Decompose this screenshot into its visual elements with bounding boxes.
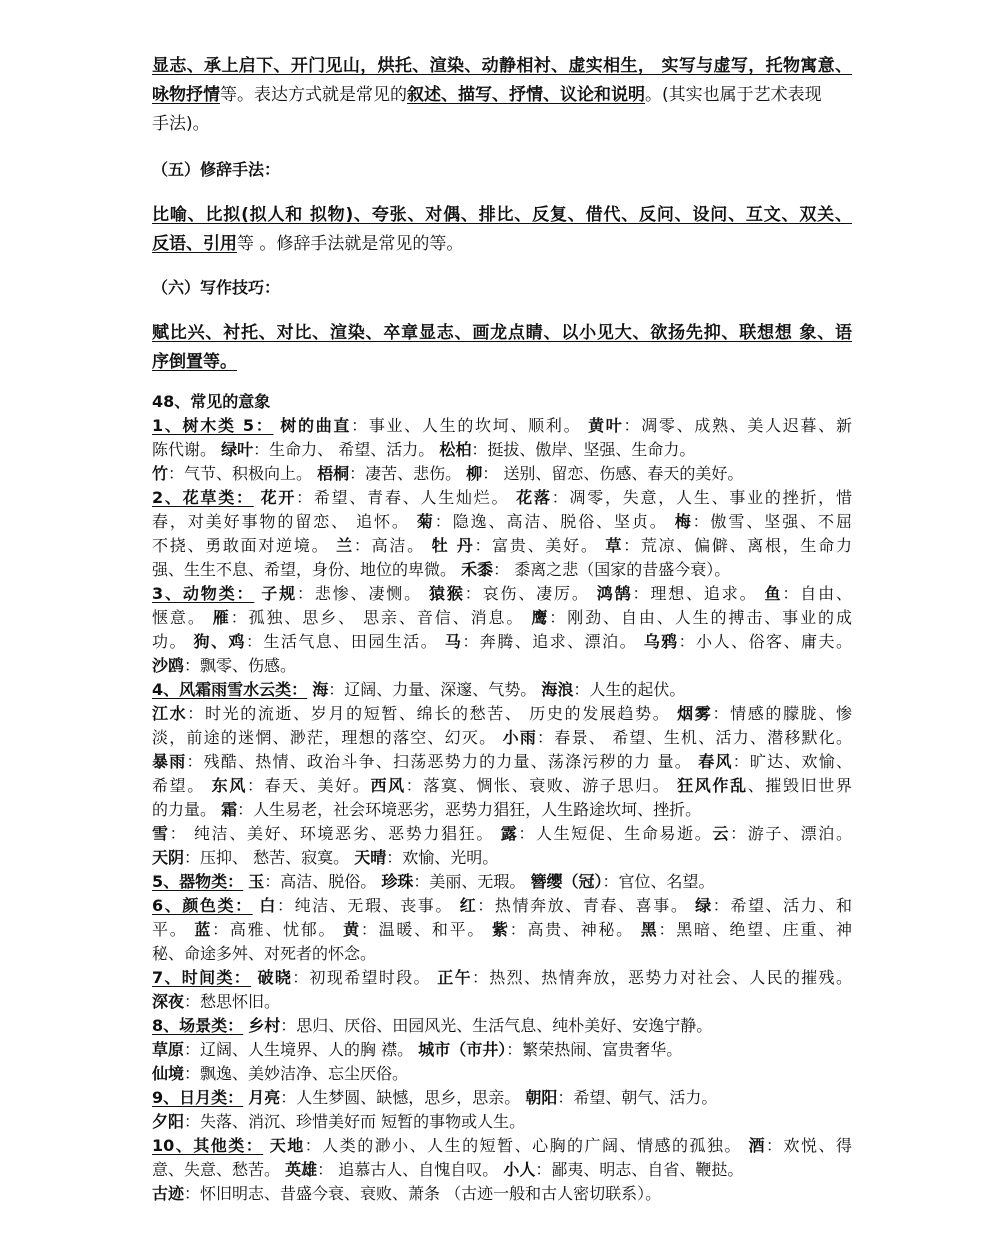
term: 烟雾 xyxy=(677,704,713,723)
others-line-1 xyxy=(152,1134,852,1158)
meaning: ：美丽、无瑕。 xyxy=(413,872,526,891)
term: 牡 丹 xyxy=(431,536,475,555)
weather-line-5 xyxy=(152,774,852,798)
term: 乡村 xyxy=(248,1016,281,1035)
term: 花落 xyxy=(516,488,552,507)
term: 鱼 xyxy=(764,584,783,603)
meaning: ：残酷、热情、政治斗争、扫荡恶势力的力量、荡涤污秽的力 量。 xyxy=(186,752,692,771)
section-heading-rhetoric: （五）修辞手法： xyxy=(152,160,281,179)
weather-line-3 xyxy=(152,726,852,750)
meaning: ：欢愉、光明。 xyxy=(386,848,499,867)
techniques-note: 。(其实也属于艺术表现 xyxy=(645,85,822,105)
term: 沙鸥 xyxy=(152,656,185,675)
term: 蓝 xyxy=(194,920,213,939)
meaning: ：游子、漂泊。 xyxy=(730,824,852,843)
meaning: ：凋零，失意，人生、事业的挫折，惜 xyxy=(551,488,852,507)
rhetoric-line-1: 比喻、比拟(拟人和 拟物)、夸张、对偶、排比、反复、借代、反问、设问、互文、双关、 xyxy=(152,205,852,225)
time-line-2 xyxy=(152,990,852,1014)
term: 天阴 xyxy=(152,848,185,867)
animals-line-1 xyxy=(152,582,852,606)
term: 松柏 xyxy=(439,440,472,459)
term: 兰 xyxy=(336,536,354,555)
category-flowers: 2、花草类： xyxy=(152,488,254,507)
trees-line-2 xyxy=(152,438,852,462)
category-others: 10、其他类： xyxy=(152,1136,264,1155)
term: 雁 xyxy=(212,608,231,627)
meaning: 淡，前途的迷惘、渺茫，理想的落空、幻灭。 xyxy=(152,728,497,747)
term: 马 xyxy=(444,632,463,651)
meaning: 惬意。 xyxy=(152,608,206,627)
term: 梅 xyxy=(674,512,693,531)
meaning: ：压抑、 愁苦、寂寞。 xyxy=(184,848,350,867)
animals-line-4 xyxy=(152,654,852,678)
term: 花开 xyxy=(260,488,297,507)
animals-line-2 xyxy=(152,606,852,630)
term: 狂风作乱 xyxy=(677,776,748,795)
time-line-1 xyxy=(152,966,852,990)
colors-line-2 xyxy=(152,918,852,942)
term: 酒 xyxy=(748,1136,766,1155)
meaning: ：挺拔、傲岸、坚强、生命力。 xyxy=(471,440,696,459)
techniques-line-1: 显志、承上启下、开门见山，烘托、渲染、动静相衬、虚实相生， 实写与虚写，托物寓意、 xyxy=(152,56,852,76)
trees-line-3 xyxy=(152,462,852,486)
term: 海浪 xyxy=(541,680,574,699)
meaning: ：凋零、成熟、美人迟暮、新 xyxy=(623,416,852,435)
techniques-line-3: 手法)。 xyxy=(152,114,210,134)
meaning: ：时光的流逝、岁月的短暂、绵长的愁苦、 历史的发展趋势。 xyxy=(187,704,671,723)
category-objects: 5、器物类： xyxy=(152,872,244,891)
meaning: ：飘逸、美妙洁净、忘尘厌俗。 xyxy=(184,1064,409,1083)
term: 雪 xyxy=(152,824,170,843)
term: 绿叶 xyxy=(221,440,254,459)
sunmoon-line-2 xyxy=(152,1110,852,1134)
imagery-title: 48、常见的意象 xyxy=(152,392,271,411)
term: 小人 xyxy=(503,1160,536,1179)
meaning: ：自由、 xyxy=(782,584,852,603)
meaning: ：希望、活力、和 xyxy=(712,896,852,915)
weather-line-6 xyxy=(152,798,852,822)
meaning: ：黑暗、绝望、庄重、神 xyxy=(658,920,852,939)
meaning: ：热烈、热情奔放，恶势力对社会、人民的摧残。 xyxy=(471,968,852,987)
term: 柳 xyxy=(466,464,483,483)
meaning: ：情感的朦胧、惨 xyxy=(712,704,852,723)
meaning: 意、失意、愁苦。 xyxy=(152,1160,281,1179)
writing-line-1: 赋比兴、衬托、对比、渲染、卒章显志、画龙点睛、以小见大、欲扬先抑、联想想 象、语 xyxy=(152,323,852,343)
term: 乌鸦 xyxy=(643,632,679,651)
scenes-line-2 xyxy=(152,1038,852,1062)
category-animals: 3、动物类： xyxy=(152,584,255,603)
category-time: 7、时间类： xyxy=(152,968,252,987)
rhetoric-line-2 xyxy=(152,230,852,258)
term: 露 xyxy=(500,824,519,843)
meaning: 的力量。 xyxy=(152,800,217,819)
meaning: ：生活气息、田园生活。 xyxy=(245,632,439,651)
meaning: ：理想、追求。 xyxy=(632,584,758,603)
meaning: 不挠、勇敢面对逆境。 xyxy=(152,536,330,555)
meaning: ：人生梦圆、缺憾，思乡，思亲。 xyxy=(280,1088,521,1107)
writing-line-2: 序倒置等。 xyxy=(152,352,237,372)
term: 猿猴 xyxy=(429,584,465,603)
meaning: ： 送别、留恋、伤感、春天的美好。 xyxy=(482,464,744,483)
meaning: 陈代谢。 xyxy=(152,440,217,459)
term: 红 xyxy=(459,896,478,915)
term: 玉 xyxy=(248,872,265,891)
meaning: ：飘零、伤感。 xyxy=(184,656,297,675)
techniques-line-2 xyxy=(152,81,852,109)
meaning: ：高雅、忧郁。 xyxy=(212,920,337,939)
meaning: ：纯洁、无瑕、丧事。 xyxy=(277,896,453,915)
meaning: ：愁思怀旧。 xyxy=(184,992,281,1011)
term: 绿 xyxy=(695,896,713,915)
meaning: ：春天、美好。 xyxy=(246,776,371,795)
term: 正午 xyxy=(437,968,472,987)
meaning: 平。 xyxy=(152,920,188,939)
meaning: ：孤独、思乡、 思亲、音信、消息。 xyxy=(230,608,525,627)
term: 月亮 xyxy=(248,1088,281,1107)
meaning: ：哀伤、凄厉。 xyxy=(464,584,590,603)
techniques-text: 等。表达方式就是常见的 xyxy=(220,85,407,105)
meaning: ：希望、朝气、活力。 xyxy=(557,1088,718,1107)
techniques-term: 咏物抒情 xyxy=(152,85,220,105)
meaning: ：怀旧明志、昔盛今衰、衰败、萧条 （古迹一般和古人密切联系）。 xyxy=(184,1184,662,1203)
trees-line-1 xyxy=(152,414,852,438)
colors-line-3: 秘、命途多舛、对死者的怀念。 xyxy=(152,944,377,963)
term: 竹 xyxy=(152,464,169,483)
meaning: ：辽阔、人生境界、人的胸 襟。 xyxy=(184,1040,414,1059)
meaning: 强、生生不息、希望，身份、地位的卑微。 xyxy=(152,560,457,579)
meaning: ：人生短促、生命易逝。 xyxy=(518,824,713,843)
meaning: ：小人、俗客、庸夫。 xyxy=(678,632,852,651)
meaning: ：辽阔、力量、深邃、气势。 xyxy=(328,680,537,699)
meaning: ：鄙夷、明志、自省、鞭挞。 xyxy=(535,1160,744,1179)
meaning: ： 纯洁、美好、环境恶劣、恶势力猖狂。 xyxy=(169,824,494,843)
weather-line-2 xyxy=(152,702,852,726)
term: 草 xyxy=(605,536,624,555)
meaning: ：高洁。 xyxy=(353,536,425,555)
meaning: ：荒凉、偏僻、离根，生命力 xyxy=(623,536,852,555)
flowers-line-2 xyxy=(152,510,852,534)
meaning: ：刚劲、自由、人生的搏击、事业的成 xyxy=(549,608,852,627)
term: 仙境 xyxy=(152,1064,185,1083)
term: 簪缨（冠） xyxy=(530,872,603,891)
meaning: ：希望、青春、人生灿烂。 xyxy=(296,488,510,507)
meaning: ：欢悦、得 xyxy=(766,1136,852,1155)
term: 破晓 xyxy=(257,968,293,987)
flowers-line-1 xyxy=(152,486,852,510)
term: 西风 xyxy=(370,776,406,795)
term: 珍珠 xyxy=(381,872,414,891)
meaning: ：繁荣热闹、富贵奢华。 xyxy=(506,1040,683,1059)
term: 深夜 xyxy=(152,992,185,1011)
meaning: ：气节、积极向上。 xyxy=(168,464,313,483)
term: 霜 xyxy=(221,800,238,819)
term: 云 xyxy=(712,824,731,843)
meaning: ：落寞、惆怅、衰败、游子思归。 xyxy=(405,776,671,795)
term: 春风 xyxy=(698,752,733,771)
meaning: ：凄苦、悲伤。 xyxy=(349,464,462,483)
term: 天晴 xyxy=(354,848,387,867)
weather-line-7 xyxy=(152,822,852,846)
others-line-3 xyxy=(152,1182,852,1206)
term: 英雄 xyxy=(285,1160,318,1179)
colors-line-1 xyxy=(152,894,852,918)
term: 暴雨 xyxy=(152,752,187,771)
meaning: 、摧毁旧世界 xyxy=(747,776,852,795)
term: 草原 xyxy=(152,1040,185,1059)
meaning: ： 黍离之悲（国家的昔盛今衰）。 xyxy=(493,560,731,579)
category-trees: 1、树木类 5： xyxy=(152,416,274,435)
term: 朝阳 xyxy=(525,1088,558,1107)
term: 紫 xyxy=(491,920,510,939)
term: 小雨 xyxy=(502,728,538,747)
category-colors: 6、颜色类： xyxy=(152,896,253,915)
category-sunmoon: 9、日月类： xyxy=(152,1088,244,1107)
meaning: ：高洁、脱俗。 xyxy=(264,872,377,891)
term: 鸿鹄 xyxy=(596,584,633,603)
meaning: ：思归、厌俗、田园风光、生活气息、纯朴美好、安逸宁静。 xyxy=(280,1016,713,1035)
weather-line-8 xyxy=(152,846,852,870)
term: 夕阳 xyxy=(152,1112,185,1131)
meaning: ：失落、消沉、珍惜美好而 短暂的事物或人生。 xyxy=(184,1112,526,1131)
meaning: ：旷达、欢愉、 xyxy=(732,752,852,771)
rhetoric-term: 反语、引用 xyxy=(152,234,237,254)
flowers-line-4 xyxy=(152,558,852,582)
term: 梧桐 xyxy=(317,464,350,483)
rhetoric-text: 等 。修辞手法就是常见的等。 xyxy=(237,234,464,254)
term: 狗、鸡 xyxy=(193,632,246,651)
term: 天地 xyxy=(269,1136,305,1155)
meaning: ：奔腾、追求、漂泊。 xyxy=(462,632,638,651)
meaning: ：温暖、和平。 xyxy=(360,920,486,939)
meaning: ：热情奔放、青春、喜事。 xyxy=(477,896,689,915)
category-weather: 4、风霜雨雪水云类： xyxy=(152,680,308,699)
meaning: ：悲惨、凄恻。 xyxy=(297,584,423,603)
term: 树的曲直 xyxy=(280,416,352,435)
term: 黑 xyxy=(640,920,659,939)
term: 白 xyxy=(259,896,278,915)
term: 禾黍 xyxy=(461,560,494,579)
term: 古迹 xyxy=(152,1184,185,1203)
section-heading-writing: （六）写作技巧： xyxy=(152,278,281,297)
term: 海 xyxy=(312,680,329,699)
meaning: ：事业、人生的坎坷、顺利。 xyxy=(351,416,582,435)
meaning: ：富贵、美好。 xyxy=(474,536,599,555)
meaning: ：人生易老，社会环境恶劣，恶势力猖狂，人生路途坎坷、挫折。 xyxy=(237,800,702,819)
term: 黄叶 xyxy=(588,416,624,435)
objects-line-1 xyxy=(152,870,852,894)
term: 城市（市井） xyxy=(418,1040,507,1059)
meaning: ：人类的渺小、人生的短暂、心胸的广阔、情感的孤独。 xyxy=(304,1136,742,1155)
term: 菊 xyxy=(416,512,435,531)
weather-line-4 xyxy=(152,750,852,774)
term: 江水 xyxy=(152,704,188,723)
term: 东风 xyxy=(211,776,247,795)
meaning: ：生命力、 希望、活力。 xyxy=(253,440,435,459)
scenes-line-1 xyxy=(152,1014,852,1038)
meaning: 春，对美好事物的留恋、 追怀。 xyxy=(152,512,410,531)
term: 黄 xyxy=(343,920,361,939)
category-scenes: 8、场景类： xyxy=(152,1016,244,1035)
meaning: ：高贵、神秘。 xyxy=(509,920,634,939)
others-line-2 xyxy=(152,1158,852,1182)
meaning: ：隐逸、高洁、脱俗、坚贞。 xyxy=(434,512,668,531)
meaning: ：春景、 希望、生机、活力、潜移默化。 xyxy=(537,728,852,747)
expression-modes: 叙述、描写、抒情、议论和说明 xyxy=(407,85,645,105)
weather-line-1 xyxy=(152,678,852,702)
flowers-line-3 xyxy=(152,534,852,558)
meaning: ：初现希望时段。 xyxy=(292,968,431,987)
meaning: ：人生的起伏。 xyxy=(573,680,686,699)
scenes-line-3 xyxy=(152,1062,852,1086)
meaning: ：傲雪、坚强、不屈 xyxy=(692,512,852,531)
term: 子规 xyxy=(261,584,297,603)
sunmoon-line-1 xyxy=(152,1086,852,1110)
meaning: ：官位、名望。 xyxy=(602,872,715,891)
meaning: 功。 xyxy=(152,632,187,651)
animals-line-3 xyxy=(152,630,852,654)
term: 鹰 xyxy=(531,608,550,627)
meaning: ： 追慕古人、自愧自叹。 xyxy=(317,1160,499,1179)
meaning: 希望。 xyxy=(152,776,205,795)
